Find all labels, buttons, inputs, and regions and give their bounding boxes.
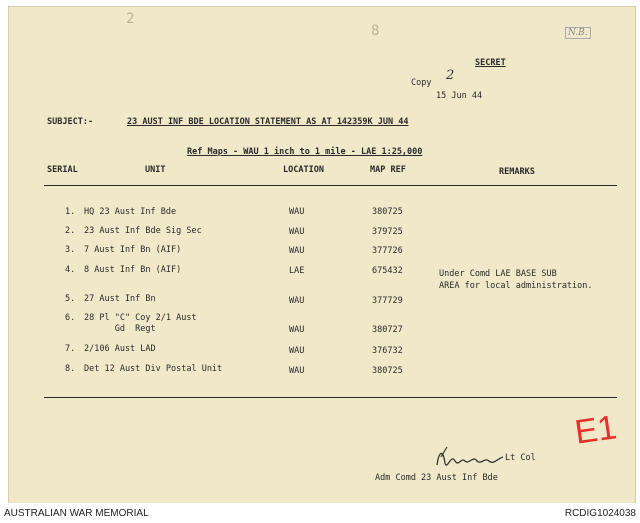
row-serial: 1. (65, 207, 76, 217)
row-unit: 8 Aust Inf Bn (AIF) (84, 265, 182, 275)
row-serial: 4. (65, 265, 76, 275)
row-remarks: Under Comd LAE BASE SUB AREA for local administration. (439, 269, 593, 291)
row-location: WAU (289, 346, 305, 356)
subject-label: SUBJECT:- (47, 117, 94, 127)
row-map-ref: 380725 (372, 207, 403, 217)
document-page (8, 6, 636, 505)
col-header-location: LOCATION (283, 165, 324, 175)
signature-scrawl (433, 443, 505, 473)
row-location: WAU (289, 246, 305, 256)
archive-footer (0, 503, 640, 523)
col-header-remarks: REMARKS (499, 167, 535, 177)
row-location: WAU (289, 207, 305, 217)
col-header-serial: SERIAL (47, 165, 78, 175)
annotation-mark: E1 (572, 408, 619, 452)
top-mark-2: 8 (371, 23, 380, 39)
col-header-map-ref: MAP REF (370, 165, 406, 175)
row-serial: 5. (65, 294, 76, 304)
row-unit: HQ 23 Aust Inf Bde (84, 207, 177, 217)
row-serial: 8. (65, 364, 76, 374)
row-location: WAU (289, 296, 305, 306)
row-map-ref: 377726 (372, 246, 403, 256)
footer-record-id: RCDIG1024038 (564, 508, 636, 519)
footer-archive-name: AUSTRALIAN WAR MEMORIAL (4, 508, 149, 519)
row-unit: Det 12 Aust Div Postal Unit (84, 364, 223, 374)
row-map-ref: 380725 (372, 366, 403, 376)
col-header-unit: UNIT (145, 165, 166, 175)
row-unit: 7 Aust Inf Bn (AIF) (84, 245, 182, 255)
signatory-title: Adm Comd 23 Aust Inf Bde (375, 473, 498, 483)
row-unit: 28 Pl "C" Coy 2/1 Aust Gd Regt (84, 313, 197, 334)
corner-note: N.B. (565, 27, 591, 39)
row-map-ref: 380727 (372, 325, 403, 335)
row-location: LAE (289, 266, 305, 276)
row-serial: 2. (65, 226, 76, 236)
row-location: WAU (289, 227, 305, 237)
row-serial: 6. (65, 313, 76, 323)
row-serial: 3. (65, 245, 76, 255)
ref-maps: Ref Maps - WAU 1 inch to 1 mile - LAE 1:25,000 (187, 147, 423, 157)
row-location: WAU (289, 366, 305, 376)
row-map-ref: 376732 (372, 346, 403, 356)
footer-rule (44, 397, 617, 398)
row-unit: 23 Aust Inf Bde Sig Sec (84, 226, 202, 236)
document-date: 15 Jun 44 (436, 91, 483, 101)
signatory-rank: Lt Col (505, 453, 536, 463)
subject-text: 23 AUST INF BDE LOCATION STATEMENT AS AT 142359K JUN 44 (127, 117, 409, 127)
row-serial: 7. (65, 344, 76, 354)
row-map-ref: 675432 (372, 266, 403, 276)
copy-number: 2 (446, 68, 455, 83)
classification-label: SECRET (475, 58, 506, 68)
row-map-ref: 377729 (372, 296, 403, 306)
row-map-ref: 379725 (372, 227, 403, 237)
row-unit: 2/106 Aust LAD (84, 344, 156, 354)
row-location: WAU (289, 325, 305, 335)
header-rule (44, 185, 617, 186)
top-mark-1: 2 (126, 11, 135, 27)
row-unit: 27 Aust Inf Bn (84, 294, 156, 304)
copy-label: Copy (411, 78, 432, 88)
